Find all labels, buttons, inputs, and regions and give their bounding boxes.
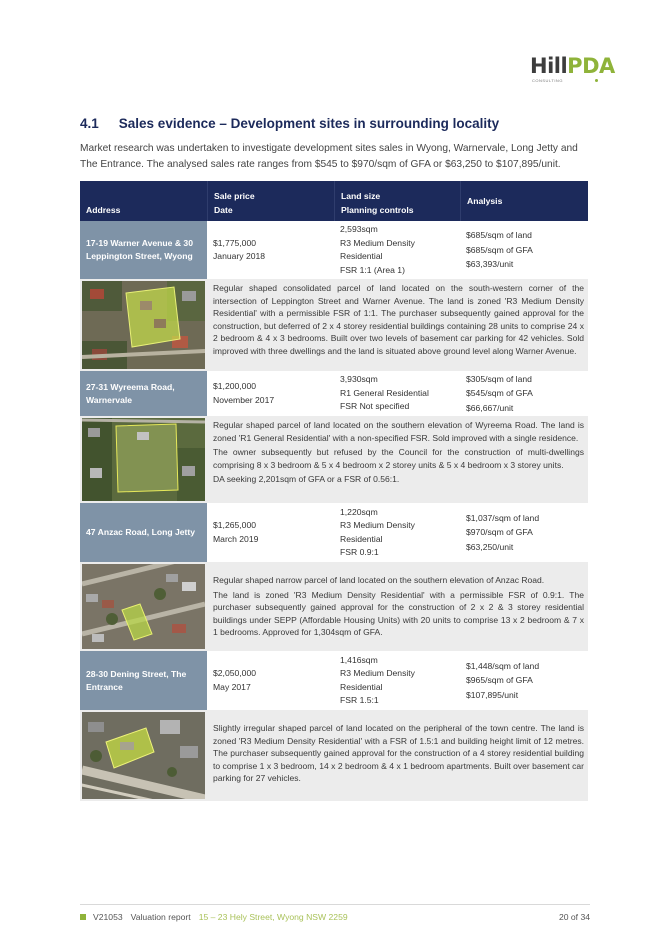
footer-square-icon xyxy=(80,914,86,920)
aerial-photo-image xyxy=(82,418,205,501)
footer-property-address: 15 – 23 Hely Street, Wyong NSW 2259 xyxy=(198,912,348,922)
land-planning: 1,220sqm R3 Medium Density Residential FSR 0.9:1 xyxy=(340,506,415,557)
section-number: 4.1 xyxy=(80,116,99,131)
aerial-photo-image xyxy=(82,281,205,369)
table-header xyxy=(80,181,588,221)
sale-address: 47 Anzac Road, Long Jetty xyxy=(80,503,207,562)
land-planning: 3,930sqm R1 General Residential FSR Not specified xyxy=(340,374,429,412)
table-row xyxy=(80,651,588,710)
sale-price-date: $2,050,000 May 2017 xyxy=(213,668,257,692)
header-sale-price-date xyxy=(207,181,334,221)
land-planning: 1,416sqm R3 Medium Density Residential FSR 1.5:1 xyxy=(340,654,415,705)
header-sale-price: Sale price xyxy=(214,191,255,201)
sale-analysis: $305/sqm of land $545/sqm of GFA $66,667/unit xyxy=(466,373,533,413)
sales-evidence-table xyxy=(80,181,588,801)
sale-description: Regular shaped narrow parcel of land located on the southern elevation of Anzac Road. The land is zoned 'R3 Medium Density Residential' with a permissible FSR of 0.9:1. The purchaser subsequently gained approval for the construction of 2 x 2 & 3 storey residential buildings under SEPP (Affordable Housing Units) with 20 units to comprise 13 x 2 bedroom & 7 x 1 bedrooms. Approved for 1,304sqm of GFA. xyxy=(213,575,584,638)
header-land-size: Land size xyxy=(341,191,381,201)
aerial-photo xyxy=(80,279,207,371)
aerial-photo xyxy=(80,562,207,651)
sale-price-date: $1,775,000 January 2018 xyxy=(213,237,266,261)
sale-description-row xyxy=(80,279,588,371)
aerial-photo xyxy=(80,710,207,801)
sale-description: Regular shaped consolidated parcel of land located on the south-western corner of the intersection of Leppington Street and Warner Avenue. The land is zoned 'R3 Medium Density Residential' with a permissible FSR of 1:1. The purchaser subsequently gained approval for the construction, but deferred of 2 x 4 storey residential buildings containing 28 units to comprise 24 x 2 bedroom & 4 x 3 bedrooms. Built over two levels of basement car parking for 42 vehicles. Sold improved with three dwellings and the land is situated above ground level along Warner Avenue. xyxy=(213,283,584,356)
header-date: Date xyxy=(214,205,233,215)
header-land-planning xyxy=(334,181,460,221)
header-analysis: Analysis xyxy=(460,181,588,221)
sale-price-date: $1,265,000 March 2019 xyxy=(213,520,259,544)
aerial-photo-image xyxy=(82,564,205,649)
footer-report-title: Valuation report xyxy=(130,912,191,922)
land-planning: 2,593sqm R3 Medium Density Residential FSR 1:1 (Area 1) xyxy=(340,224,415,275)
section-heading xyxy=(80,116,499,131)
footer-page-number: 20 of 34 xyxy=(558,912,590,922)
logo-subtitle: CONSULTING xyxy=(532,78,563,83)
sale-address: 17-19 Warner Avenue & 30 Leppington Street, Wyong xyxy=(80,221,207,279)
sale-address: 27-31 Wyreema Road, Warnervale xyxy=(80,371,207,416)
table-row xyxy=(80,503,588,562)
intro-paragraph: Market research was undertaken to investigate development sites sales in Wyong, Warnervale, Long Jetty and The Entrance. The analysed sales rate ranges from $545 to $970/sqm of GFA or $63,250 to $107,895/unit. xyxy=(80,143,578,170)
logo-dot-icon xyxy=(595,79,598,82)
sale-address: 28-30 Dening Street, The Entrance xyxy=(80,651,207,710)
table-row xyxy=(80,371,588,416)
footer-job-number: V21053 xyxy=(93,912,123,922)
aerial-photo xyxy=(80,416,207,503)
sale-description: Slightly irregular shaped parcel of land located on the peripheral of the town centre. The land is zoned 'R3 Medium Density Residential' with a FSR of 1.5:1 and building height limit of 12 metres. The purchaser subsequently gained approval for the construction of a 4 storey residential building to comprise 1 x 3 bedroom, 14 x 2 bedroom & 4 x 1 bedroom apartments. Built over basement car parking for 27 vehicles. xyxy=(213,723,584,784)
sale-description: Regular shaped parcel of land located on the southern elevation of Wyreema Road. The land is zoned 'R1 General Residential' with a non-specified FSR. Sold improved with a single residence. The owner subsequently but refused by the Council for the construction of multi-dwellings comprising 8 x 3 bedroom & 5 x 4 bedroom x 2 storey units & 5 x 4 bedroom x 3 storey units. DA seeking 2,201sqm of GFA or a FSR of 0.56:1. xyxy=(213,420,584,485)
sale-analysis: $685/sqm of land $685/sqm of GFA $63,393/unit xyxy=(466,230,533,270)
sale-price-date: $1,200,000 November 2017 xyxy=(213,381,275,405)
header-address: Address xyxy=(86,205,121,215)
sale-analysis: $1,037/sqm of land $970/sqm of GFA $63,250/unit xyxy=(466,512,540,552)
section-title: Sales evidence – Development sites in surrounding locality xyxy=(118,116,500,131)
table-row xyxy=(80,221,588,279)
sale-description-row xyxy=(80,710,588,801)
sale-analysis: $1,448/sqm of land $965/sqm of GFA $107,895/unit xyxy=(466,660,540,700)
header-planning-controls: Planning controls xyxy=(341,205,414,215)
logo-hill-text: Hill xyxy=(530,54,568,78)
footer-divider xyxy=(80,904,590,905)
sale-description-row xyxy=(80,562,588,651)
aerial-photo-image xyxy=(82,712,205,799)
hillpda-logo xyxy=(530,54,622,90)
logo-pda-text: PDA xyxy=(567,54,615,78)
page-footer xyxy=(80,912,590,922)
sale-description-row xyxy=(80,416,588,503)
